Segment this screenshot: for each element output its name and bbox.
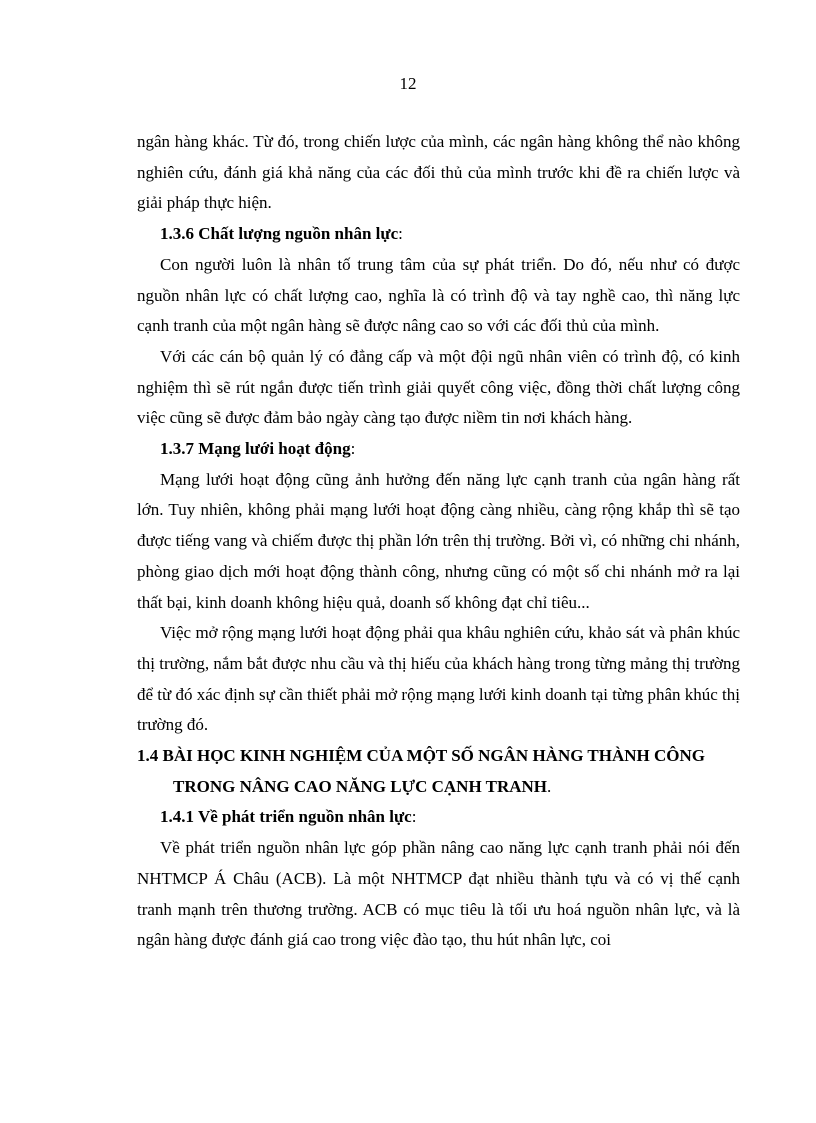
page-number: 12 xyxy=(399,74,417,93)
section-title: 1.4 BÀI HỌC KINH NGHIỆM CỦA MỘT SỐ NGÂN HÀNG THÀNH CÔNG TRONG NÂNG CAO NĂNG LỰC CẠNH TRANH xyxy=(137,746,705,796)
subsection-title: 1.3.7 Mạng lưới hoạt động xyxy=(160,439,351,459)
subsection-title: 1.3.6 Chất lượng nguồn nhân lực xyxy=(160,224,399,244)
subsection-heading-1-3-6: 1.3.6 Chất lượng nguồn nhân lực: xyxy=(160,224,403,244)
subsection-heading-1-3-7: 1.3.7 Mạng lưới hoạt động: xyxy=(160,439,356,459)
paragraph: Mạng lưới hoạt động cũng ảnh hưởng đến năng lực cạnh tranh của ngân hàng rất lớn. Tuy nhiên, không phải mạng lưới hoạt động càng nhiều, càng rộng khắp thì sẽ tạo được tiếng vang và chiếm được thị phần lớn trên thị trường. Bởi vì, có những chi nhánh, phòng giao dịch mới hoạt động thành công, nhưng cũng có một số chi nhánh mở ra lại thất bại, kinh doanh không hiệu quả, doanh số không đạt chỉ tiêu... xyxy=(137,469,740,612)
subsection-title: 1.4.1 Về phát triển nguồn nhân lực xyxy=(160,807,412,827)
paragraph-continuation: ngân hàng khác. Từ đó, trong chiến lược của mình, các ngân hàng không thể nào không nghiên cứu, đánh giá khả năng của các đối thủ của mình trước khi đề ra chiến lược và giải pháp thực hiện. xyxy=(137,132,740,213)
paragraph: Với các cán bộ quản lý có đẳng cấp và một đội ngũ nhân viên có trình độ, có kinh nghiệm thì sẽ rút ngắn được tiến trình giải quyết công việc, đồng thời chất lượng công việc cũng sẽ được đảm bảo ngày càng tạo được niềm tin nơi khách hàng. xyxy=(137,346,740,428)
document-body xyxy=(137,127,740,956)
paragraph: Về phát triển nguồn nhân lực góp phần nâng cao năng lực cạnh tranh phải nói đến NHTMCP Á Châu (ACB). Là một NHTMCP đạt nhiều thành tựu và có vị thế cạnh tranh mạnh trên thương trường. ACB có mục tiêu là tối ưu hoá nguồn nhân lực, và là ngân hàng được đánh giá cao trong việc đào tạo, thu hút nhân lực, coi xyxy=(137,838,740,950)
paragraph: Việc mở rộng mạng lưới hoạt động phải qua khâu nghiên cứu, khảo sát và phân khúc thị trường, nắm bắt được nhu cầu và thị hiếu của khách hàng trong từng mảng thị trường để từ đó xác định sự cần thiết phải mở rộng mạng lưới kinh doanh tại từng phân khúc thị trường đó. xyxy=(137,623,740,735)
section-heading-1-4: 1.4 BÀI HỌC KINH NGHIỆM CỦA MỘT SỐ NGÂN HÀNG THÀNH CÔNG TRONG NÂNG CAO NĂNG LỰC CẠNH TRANH. xyxy=(137,746,705,796)
subsection-heading-1-4-1: 1.4.1 Về phát triển nguồn nhân lực: xyxy=(160,807,417,827)
paragraph: Con người luôn là nhân tố trung tâm của sự phát triển. Do đó, nếu như có được nguồn nhân lực có chất lượng cao, nghĩa là có trình độ và tay nghề cao, thì năng lực cạnh tranh của một ngân hàng sẽ được nâng cao so với các đối thủ của mình. xyxy=(137,254,740,336)
